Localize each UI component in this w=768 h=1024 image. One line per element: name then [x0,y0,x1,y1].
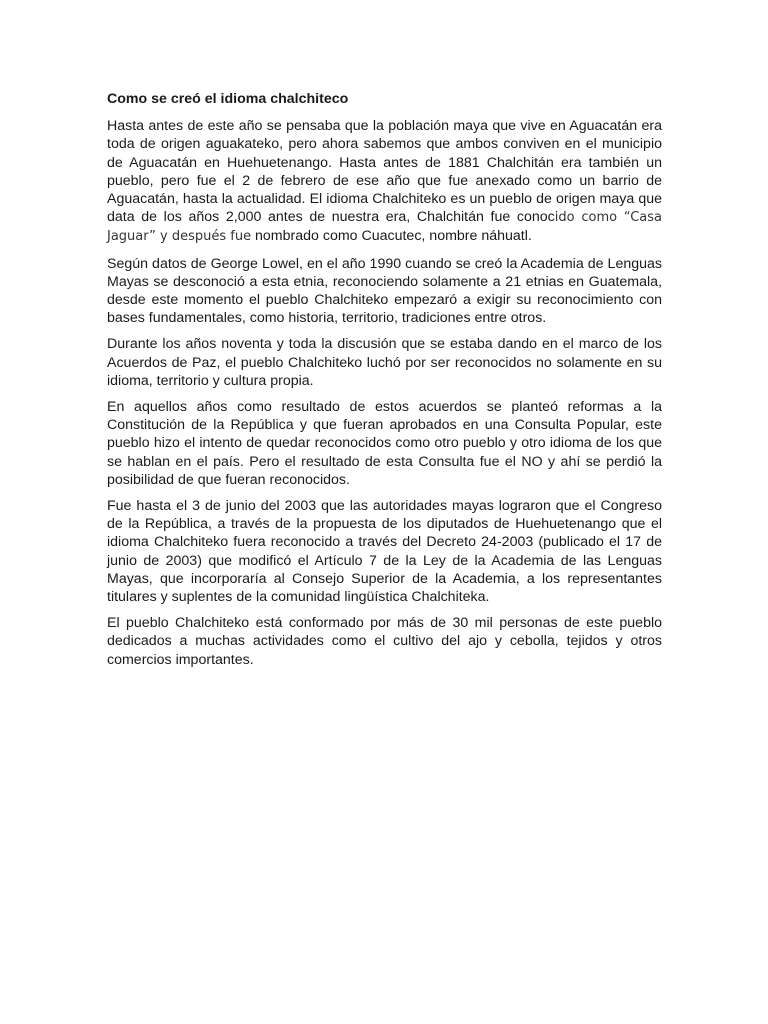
paragraph-3: Durante los años noventa y toda la discusión que se estaba dando en el marco de los Acuerdos de Paz, el pueblo Chalchiteko luchó por ser reconocidos no solamente en su idioma, territorio y cultura propia. [107,336,662,389]
paragraph-1-text-b: ido como “Casa Jaguar” y después fue [107,210,662,245]
paragraph-1-text-c: nombrado como Cuacutec, nombre náhuatl. [251,228,532,245]
paragraph-4: En aquellos años como resultado de estos acuerdos se planteó reformas a la Constitución de la República y que fueran aprobados en una Consulta Popular, este pueblo hizo el intento de quedar reconocidos como otro pueblo y otro idioma de los que se hablan en el país. Pero el resultado de esta Consulta fue el NO y ahí se perdió la posibilidad de que fueran reconocidos. [107,399,662,488]
paragraph-5: Fue hasta el 3 de junio del 2003 que las autoridades mayas lograron que el Congreso de la República, a través de la propuesta de los diputados de Huehuetenango que el idioma Chalchiteko fuera reconocido a través del Decreto 24-2003 (publicado el 17 de junio de 2003) que modificó el Artículo 7 de la Ley de la Academia de las Lenguas Mayas, que incorporaría al Consejo Superior de la Academia, a los representantes titulares y suplentes de la comunidad lingüística Chalchiteka. [107,498,662,606]
paragraph-2: Según datos de George Lowel, en el año 1990 cuando se creó la Academia de Lenguas Mayas se desconoció a esta etnia, reconociendo solamente a 21 etnias en Guatemala, desde este momento el pueblo Chalchiteko empezaró a exigir su reconocimiento con bases fundamentales, como historia, territorio, tradiciones entre otros. [107,255,662,327]
document-body [107,90,662,677]
paragraph-6: El pueblo Chalchiteko está conformado por más de 30 mil personas de este pueblo dedicados a muchas actividades como el cultivo del ajo y cebolla, tejidos y otros comercios importantes. [107,615,662,668]
paragraph-1 [107,117,662,246]
document-title: Como se creó el idioma chalchiteco [107,91,349,107]
paragraph-1-text-a: Hasta antes de este año se pensaba que la población maya que vive en Aguacatán era toda de origen aguakateko, pero ahora sabemos que ambos conviven en el municipio de Aguacatán en Huehuetenango. Hasta antes de 1881 Chalchitán era también un pueblo, pero fue el 2 de febrero de ese año que fue anexado como un barrio de Aguacatán, hasta la actualidad. El idioma Chalchiteko es un pueblo de origen maya que data de los años 2,000 antes de nuestra era, Chalchitán fue conoc [107,118,662,226]
